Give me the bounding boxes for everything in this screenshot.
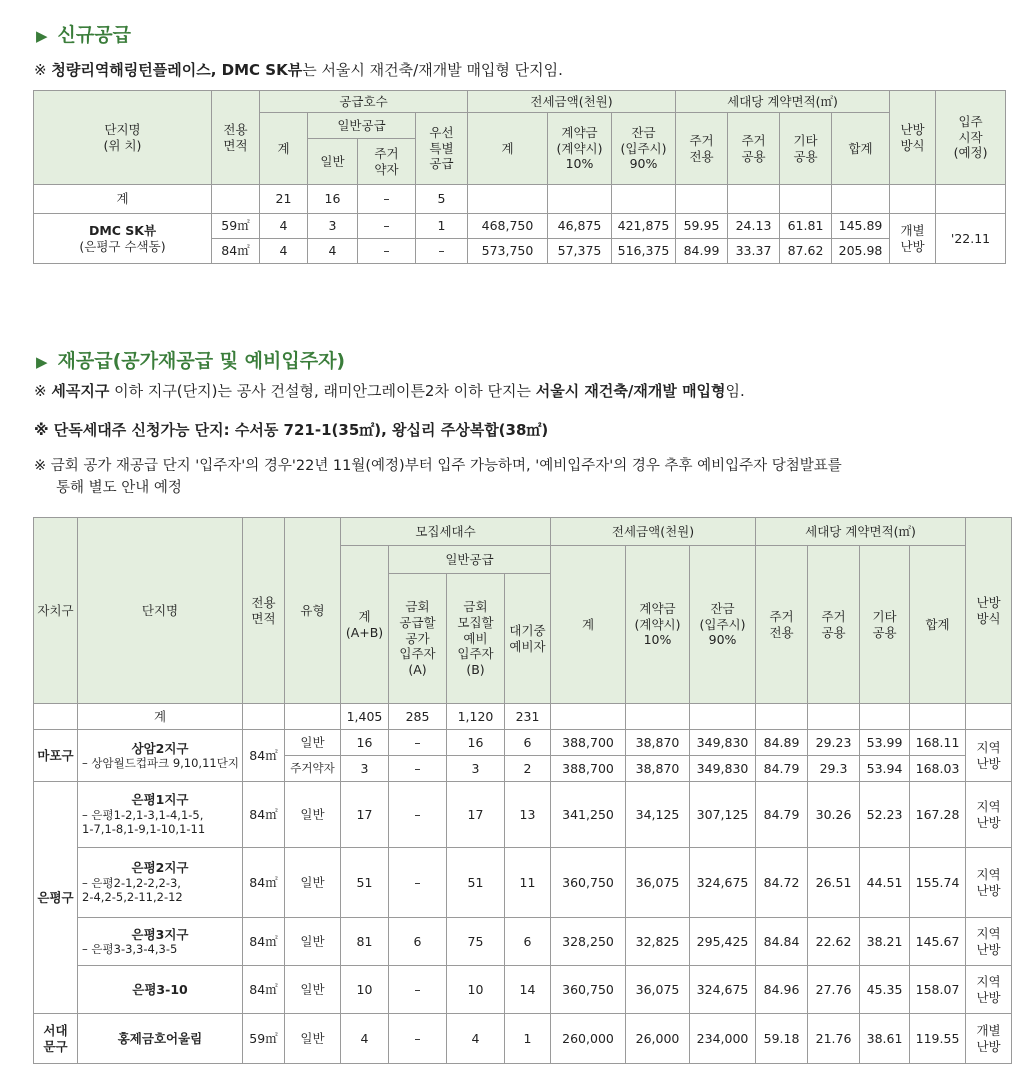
- table-cell: [936, 185, 1006, 214]
- table-cell: 38,870: [626, 756, 690, 782]
- section2-note3: ※ 금회 공가 재공급 단지 '입주자'의 경우'22년 11월(예정)부터 입주 가능하며, '예비입주자'의 경우 추후 예비입주자 당첨발표를 통해 별도 안내 예정: [34, 458, 842, 496]
- table-cell: 349,830: [690, 756, 756, 782]
- table-cell: 119.55: [910, 1014, 966, 1064]
- table-cell: 24.13: [728, 214, 780, 239]
- table-cell: [690, 704, 756, 730]
- table-cell: 421,875: [612, 214, 676, 239]
- col-balance: 잔금 (입주시) 90%: [612, 113, 676, 185]
- col-res-exclusive: 주거 전용: [676, 113, 728, 185]
- table-cell: 260,000: [551, 1014, 626, 1064]
- table-cell: –: [389, 966, 447, 1014]
- table-cell: 573,750: [468, 239, 548, 264]
- table-cell: 34,125: [626, 782, 690, 848]
- col-supply-total: 계: [260, 113, 308, 185]
- table-cell: [966, 704, 1012, 730]
- table-cell: 6: [505, 918, 551, 966]
- table-cell: 2: [505, 756, 551, 782]
- table-cell: 84.79: [756, 756, 808, 782]
- table-cell: 17: [341, 782, 389, 848]
- col-other-common: 기타 공용: [780, 113, 832, 185]
- table-cell: 84㎡: [243, 848, 285, 918]
- table-cell: 1,405: [341, 704, 389, 730]
- section2-note2: ※ 단독세대주 신청가능 단지: 수서동 721-1(35㎡), 왕십리 주상복합(38㎡): [34, 421, 549, 439]
- table-row: 계 21 16 – 5: [34, 185, 1006, 214]
- table-cell: 168.03: [910, 756, 966, 782]
- table-cell: [468, 185, 548, 214]
- table-cell: 87.62: [780, 239, 832, 264]
- table-cell: [860, 704, 910, 730]
- table-cell: 36,075: [626, 966, 690, 1014]
- table-cell: 59.18: [756, 1014, 808, 1064]
- table-cell: 1: [505, 1014, 551, 1064]
- table-cell: 16: [447, 730, 505, 756]
- table-cell: 일반: [285, 918, 341, 966]
- table-cell: 22.62: [808, 918, 860, 966]
- table-cell: [756, 704, 808, 730]
- triangle-bullet-icon: ▶: [36, 27, 48, 45]
- table-cell: 주거약자: [285, 756, 341, 782]
- table-cell: 3: [341, 756, 389, 782]
- table-cell: 168.11: [910, 730, 966, 756]
- table-cell: 26.51: [808, 848, 860, 918]
- table-cell: 234,000: [690, 1014, 756, 1064]
- section1-note: ※ 청량리역해링턴플레이스, DMC SK뷰는 서울시 재건축/재개발 매입형 단지임.: [34, 61, 563, 79]
- col-heating: 난방 방식: [890, 91, 936, 185]
- table-cell: [285, 704, 341, 730]
- table-cell: 4: [341, 1014, 389, 1064]
- col-general-sub: 일반: [308, 139, 358, 185]
- table-cell: 30.26: [808, 782, 860, 848]
- table-cell: [243, 704, 285, 730]
- table-cell: 4: [308, 239, 358, 264]
- table-cell: [780, 185, 832, 214]
- table-cell: 21.76: [808, 1014, 860, 1064]
- table-cell: 158.07: [910, 966, 966, 1014]
- table-cell: [890, 185, 936, 214]
- complex-name: DMC SK뷰 (은평구 수색동): [34, 214, 212, 264]
- table-row: 은평3-10 84㎡ 일반 10 – 10 14 360,750 36,075 324,675 84.96 27.76 45.35 158.07 지역 난방: [34, 966, 1012, 1014]
- table-cell: 84.72: [756, 848, 808, 918]
- triangle-bullet-icon: ▶: [36, 353, 48, 371]
- col-vulnerable: 주거 약자: [358, 139, 416, 185]
- table-cell: 38.61: [860, 1014, 910, 1064]
- table-cell: 205.98: [832, 239, 890, 264]
- section1-title: ▶ 신규공급: [36, 24, 131, 46]
- table-cell: 341,250: [551, 782, 626, 848]
- table-cell: [676, 185, 728, 214]
- table-row: 은평3지구 – 은평3-3,3-4,3-5 84㎡ 일반 81 6 75 6 328,250 32,825 295,425 84.84 22.62 38.21 145.67 지역 난방: [34, 918, 1012, 966]
- table-cell: 14: [505, 966, 551, 1014]
- table-cell: 10: [341, 966, 389, 1014]
- table-cell: 11: [505, 848, 551, 918]
- table-cell: [728, 185, 780, 214]
- table-cell: 일반: [285, 848, 341, 918]
- table-cell: –: [358, 239, 416, 264]
- table-cell: 4: [447, 1014, 505, 1064]
- table-cell: 57,375: [548, 239, 612, 264]
- table-cell: 53.94: [860, 756, 910, 782]
- table-cell: –: [389, 782, 447, 848]
- table-cell: 59.95: [676, 214, 728, 239]
- col-priority: 우선 특별 공급: [416, 113, 468, 185]
- table-cell: 1: [416, 214, 468, 239]
- table-cell: 52.23: [860, 782, 910, 848]
- table-cell: 328,250: [551, 918, 626, 966]
- table-cell: 145.67: [910, 918, 966, 966]
- table-cell: 145.89: [832, 214, 890, 239]
- table-cell: 84.96: [756, 966, 808, 1014]
- table-cell: 75: [447, 918, 505, 966]
- table-cell: 지역 난방: [966, 848, 1012, 918]
- col-contract-area: 세대당 계약면적(㎡): [676, 91, 890, 113]
- table-cell: 167.28: [910, 782, 966, 848]
- table-cell: 32,825: [626, 918, 690, 966]
- table-cell: 53.99: [860, 730, 910, 756]
- col-general: 일반공급: [308, 113, 416, 139]
- table-cell: 324,675: [690, 966, 756, 1014]
- table-row: DMC SK뷰 (은평구 수색동) 59㎡ 4 3 – 1 468,750 46,875 421,875 59.95 24.13 61.81 145.89 개별 난방 '22.11: [34, 214, 1006, 239]
- table-cell: 59㎡: [212, 214, 260, 239]
- table-cell: 33.37: [728, 239, 780, 264]
- col-res-common: 주거 공용: [728, 113, 780, 185]
- table-cell: 84㎡: [243, 782, 285, 848]
- table-cell: 84㎡: [243, 966, 285, 1014]
- col-move-in: 입주 시작 (예정): [936, 91, 1006, 185]
- table-cell: 지역 난방: [966, 966, 1012, 1014]
- table-cell: 13: [505, 782, 551, 848]
- table-cell: [548, 185, 612, 214]
- table-cell: 84㎡: [243, 730, 285, 782]
- table-cell: –: [389, 730, 447, 756]
- table-cell: 84.84: [756, 918, 808, 966]
- table-cell: –: [358, 214, 416, 239]
- table-cell: 6: [505, 730, 551, 756]
- table-cell: 29.23: [808, 730, 860, 756]
- table-cell: [808, 704, 860, 730]
- table-cell: 349,830: [690, 730, 756, 756]
- table-cell: 16: [341, 730, 389, 756]
- table-cell: 388,700: [551, 730, 626, 756]
- table-cell: 38,870: [626, 730, 690, 756]
- table-cell: 26,000: [626, 1014, 690, 1064]
- table-cell: –: [389, 756, 447, 782]
- table-cell: 516,375: [612, 239, 676, 264]
- table-cell: 46,875: [548, 214, 612, 239]
- table-cell: 84.99: [676, 239, 728, 264]
- table-row: 계 1,405 285 1,120 231: [34, 704, 1012, 730]
- table-cell: 468,750: [468, 214, 548, 239]
- table-cell: 84.89: [756, 730, 808, 756]
- table-cell: 4: [260, 239, 308, 264]
- table-cell: 3: [308, 214, 358, 239]
- col-dep-total: 계: [468, 113, 548, 185]
- table-cell: 295,425: [690, 918, 756, 966]
- table-cell: 지역 난방: [966, 730, 1012, 782]
- table-cell: 36,075: [626, 848, 690, 918]
- table-cell: 4: [260, 214, 308, 239]
- col-deposit: 전세금액(천원): [468, 91, 676, 113]
- table-cell: 17: [447, 782, 505, 848]
- table-row: 서대 문구 홍제금호어울림 59㎡ 일반 4 – 4 1 260,000 26,000 234,000 59.18 21.76 38.61 119.55 개별 난방: [34, 1014, 1012, 1064]
- table-cell: 81: [341, 918, 389, 966]
- table-row: 은평구 은평1지구 – 은평1-2,1-3,1-4,1-5, 1-7,1-8,1-9,1-10,1-11 84㎡ 일반 17 – 17 13 341,250 34,125 307,125 84.79 30.26 52.23 167.28 지역 난방: [34, 782, 1012, 848]
- section2-note1: ※ 세곡지구 이하 지구(단지)는 공사 건설형, 래미안그레이튼2차 이하 단지는 서울시 재건축/재개발 매입형임.: [34, 382, 745, 400]
- table-cell: 지역 난방: [966, 918, 1012, 966]
- table-cell: [551, 704, 626, 730]
- table-cell: 61.81: [780, 214, 832, 239]
- table-cell: 84㎡: [212, 239, 260, 264]
- table-cell: 38.21: [860, 918, 910, 966]
- table-cell: 10: [447, 966, 505, 1014]
- table-row: 마포구 상암2지구 – 상암월드컵파크 9,10,11단지 84㎡ 일반 16 – 16 6 388,700 38,870 349,830 84.89 29.23 53.99 168.11 지역 난방: [34, 730, 1012, 756]
- table-cell: –: [416, 239, 468, 264]
- table-cell: 일반: [285, 1014, 341, 1064]
- col-supply: 공급호수: [260, 91, 468, 113]
- table-cell: –: [389, 1014, 447, 1064]
- col-name: 단지명 (위 치): [34, 91, 212, 185]
- table-cell: [832, 185, 890, 214]
- table-cell: 지역 난방: [966, 782, 1012, 848]
- table-cell: 307,125: [690, 782, 756, 848]
- table-cell: 27.76: [808, 966, 860, 1014]
- table-cell: 6: [389, 918, 447, 966]
- table-cell: 84㎡: [243, 918, 285, 966]
- table-cell: 개별 난방: [966, 1014, 1012, 1064]
- section2-title: ▶ 재공급(공가재공급 및 예비입주자): [36, 350, 346, 372]
- resupply-table: 자치구 단지명 전용 면적 유형 모집세대수 전세금액(천원) 세대당 계약면적(㎡) 난방 방식 계 (A+B) 일반공급 계 계약금 (계약시) 10% 잔금 (입주시) 90% 주거 전용 주거 공용 기타 공용 합계 금회 공급할 공가 입주자 (A) 금회 모집할 예비 입주자 (B) 대기중 예비자 계 1,405 285 1,120 231 마포구 상암2지구 – 상암월드컵파크 9,10,11단지 84㎡ 일반 16 – 16 6 388,700 38,870 349,830 84.89 29.23 53.99 168.11 지역 난방 주거약자 3 – 3 2 388,700 38,870 349,830 84.79 29.3 53.94 168.03 은평구 은평1지구 – 은평1-2,1-3,1-4,1-5, 1-7,1-8,1-9,1-10,1-11 84㎡ 일반 17 – 17 13 341,250 34,125 307,125 84.79 30.26 52.23 167.28 지역 난방 은평2지구 – 은평2-1,2-2,2-3, 2-4,2-5,2-11,2-12 84㎡ 일반 51 – 51 11 360,750 36,075 324,675 84.72 26.51 44.51 155.74 지역 난방 은평3지구 – 은평3-3,3-4,3-5 84㎡ 일반 81 6 75 6 328,250 32,825 295,425 84.84 22.62 38.21 145.67 지역 난방 은평3-10 84㎡ 일반 10 – 10 14 360,750 36,075 324,675 84.96 27.76 45.35 158.07 지역 난방 서대 문구 홍제금호어울림 59㎡ 일반 4 – 4 1 260,000 26,000 234,000 59.18 21.76 38.61 119.55 개별 난방: [33, 517, 1012, 1064]
- table-cell: 388,700: [551, 756, 626, 782]
- table-cell: 45.35: [860, 966, 910, 1014]
- table-cell: 29.3: [808, 756, 860, 782]
- table-cell: 360,750: [551, 848, 626, 918]
- table-cell: 3: [447, 756, 505, 782]
- table-cell: 360,750: [551, 966, 626, 1014]
- col-contract: 계약금 (계약시) 10%: [548, 113, 612, 185]
- table-cell: 일반: [285, 966, 341, 1014]
- table-cell: 231: [505, 704, 551, 730]
- table-cell: 155.74: [910, 848, 966, 918]
- col-area: 전용 면적: [212, 91, 260, 185]
- table-cell: –: [389, 848, 447, 918]
- new-supply-table: [33, 90, 1006, 264]
- table-cell: 51: [341, 848, 389, 918]
- table-cell: [612, 185, 676, 214]
- table-cell: 84.79: [756, 782, 808, 848]
- table-cell: 51: [447, 848, 505, 918]
- table-cell: 일반: [285, 782, 341, 848]
- table-row: 은평2지구 – 은평2-1,2-2,2-3, 2-4,2-5,2-11,2-12 84㎡ 일반 51 – 51 11 360,750 36,075 324,675 84.72 26.51 44.51 155.74 지역 난방: [34, 848, 1012, 918]
- table-cell: [910, 704, 966, 730]
- table-cell: 285: [389, 704, 447, 730]
- table-cell: 일반: [285, 730, 341, 756]
- col-sum: 합계: [832, 113, 890, 185]
- table-cell: [626, 704, 690, 730]
- table-cell: 324,675: [690, 848, 756, 918]
- table-cell: 44.51: [860, 848, 910, 918]
- table-cell: 59㎡: [243, 1014, 285, 1064]
- table-cell: 1,120: [447, 704, 505, 730]
